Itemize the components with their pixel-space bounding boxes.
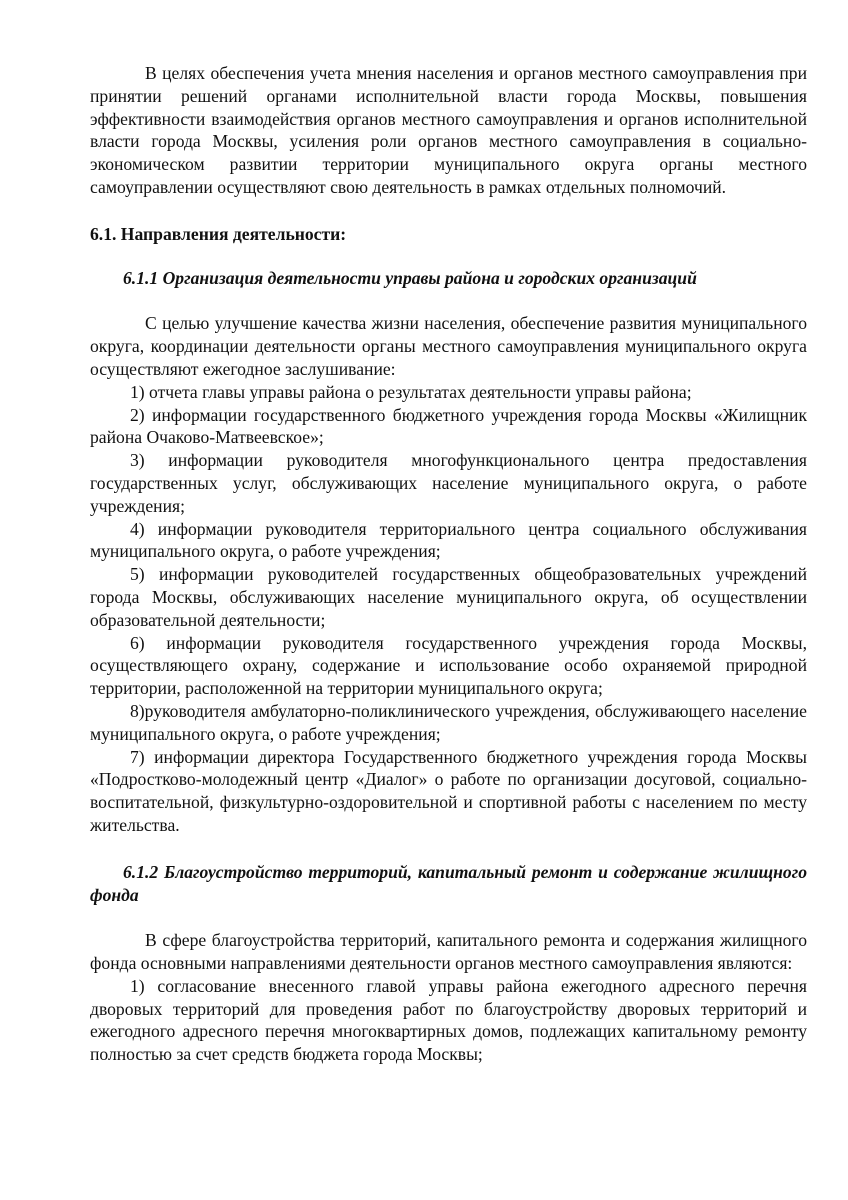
list-item: 4) информации руководителя территориального центра социального обслуживания муниципального округа, о работе учреждения; bbox=[90, 518, 807, 562]
section-6-1-1-lead: С целью улучшение качества жизни населения, обеспечение развития муниципального округа, координации деятельности органы местного самоуправления муниципального округа осуществляют ежегодное заслушивание: bbox=[90, 313, 807, 379]
spacer bbox=[90, 906, 807, 929]
section-6-1-2-lead: В сфере благоустройства территорий, капитального ремонта и содержания жилищного фонда основными направлениями деятельности органов местного самоуправления являются: bbox=[90, 930, 807, 974]
list-item: 3) информации руководителя многофункционального центра предоставления государственных услуг, обслуживающих население муниципального округа, о работе учреждения; bbox=[90, 450, 807, 516]
subsection-heading-6-1-2: 6.1.2 Благоустройство территорий, капитальный ремонт и содержание жилищного фонда bbox=[90, 861, 807, 905]
spacer bbox=[90, 199, 807, 223]
list-item: 7) информации директора Государственного бюджетного учреждения города Москвы «Подростково-молодежный центр «Диалог» о работе по организации досуговой, социально-воспитательной, физкультурно-оздоровительной и спортивной работы с населением по месту жительства. bbox=[90, 746, 807, 835]
list-item: 1) отчета главы управы района о результатах деятельности управы района; bbox=[130, 381, 692, 402]
section-heading-6-1: 6.1. Направления деятельности: bbox=[90, 223, 347, 244]
list-item: 1) согласование внесенного главой управы района ежегодного адресного перечня дворовых территорий для проведения работ по благоустройству дворовых территорий и ежегодного адресного перечня многоквартирных домов, подлежащих капитальному ремонту полностью за счет средств бюджета города Москвы; bbox=[90, 975, 807, 1065]
list-item: 8)руководителя амбулаторно-поликлинического учреждения, обслуживающего население муниципального округа, о работе учреждения; bbox=[90, 700, 807, 744]
document-page bbox=[90, 62, 807, 1066]
intro-paragraph: В целях обеспечения учета мнения населения и органов местного самоуправления при принятии решений органами исполнительной власти города Москвы, повышения эффективности взаимодействия органов местного самоуправления и органов исполнительной власти города Москвы, усиления роли органов местного самоуправления в социально-экономическом развитии территории муниципального округа органы местного самоуправлении осуществляют свою деятельность в рамках отдельных полномочий. bbox=[90, 63, 807, 197]
list-item: 5) информации руководителей государственных общеобразовательных учреждений города Москвы, обслуживающих население муниципального округа, об осуществлении образовательной деятельности; bbox=[90, 564, 807, 630]
spacer bbox=[90, 837, 807, 861]
spacer bbox=[90, 289, 807, 312]
spacer bbox=[90, 246, 807, 267]
list-item: 6) информации руководителя государственного учреждения города Москвы, осуществляющего охрану, содержание и использование особо охраняемой природной территории, расположенной на территории муниципального округа; bbox=[90, 632, 807, 699]
list-item: 2) информации государственного бюджетного учреждения города Москвы «Жилищник района Очаково-Матвеевское»; bbox=[90, 404, 807, 448]
subsection-heading-6-1-1: 6.1.1 Организация деятельности управы района и городских организаций bbox=[123, 267, 697, 288]
